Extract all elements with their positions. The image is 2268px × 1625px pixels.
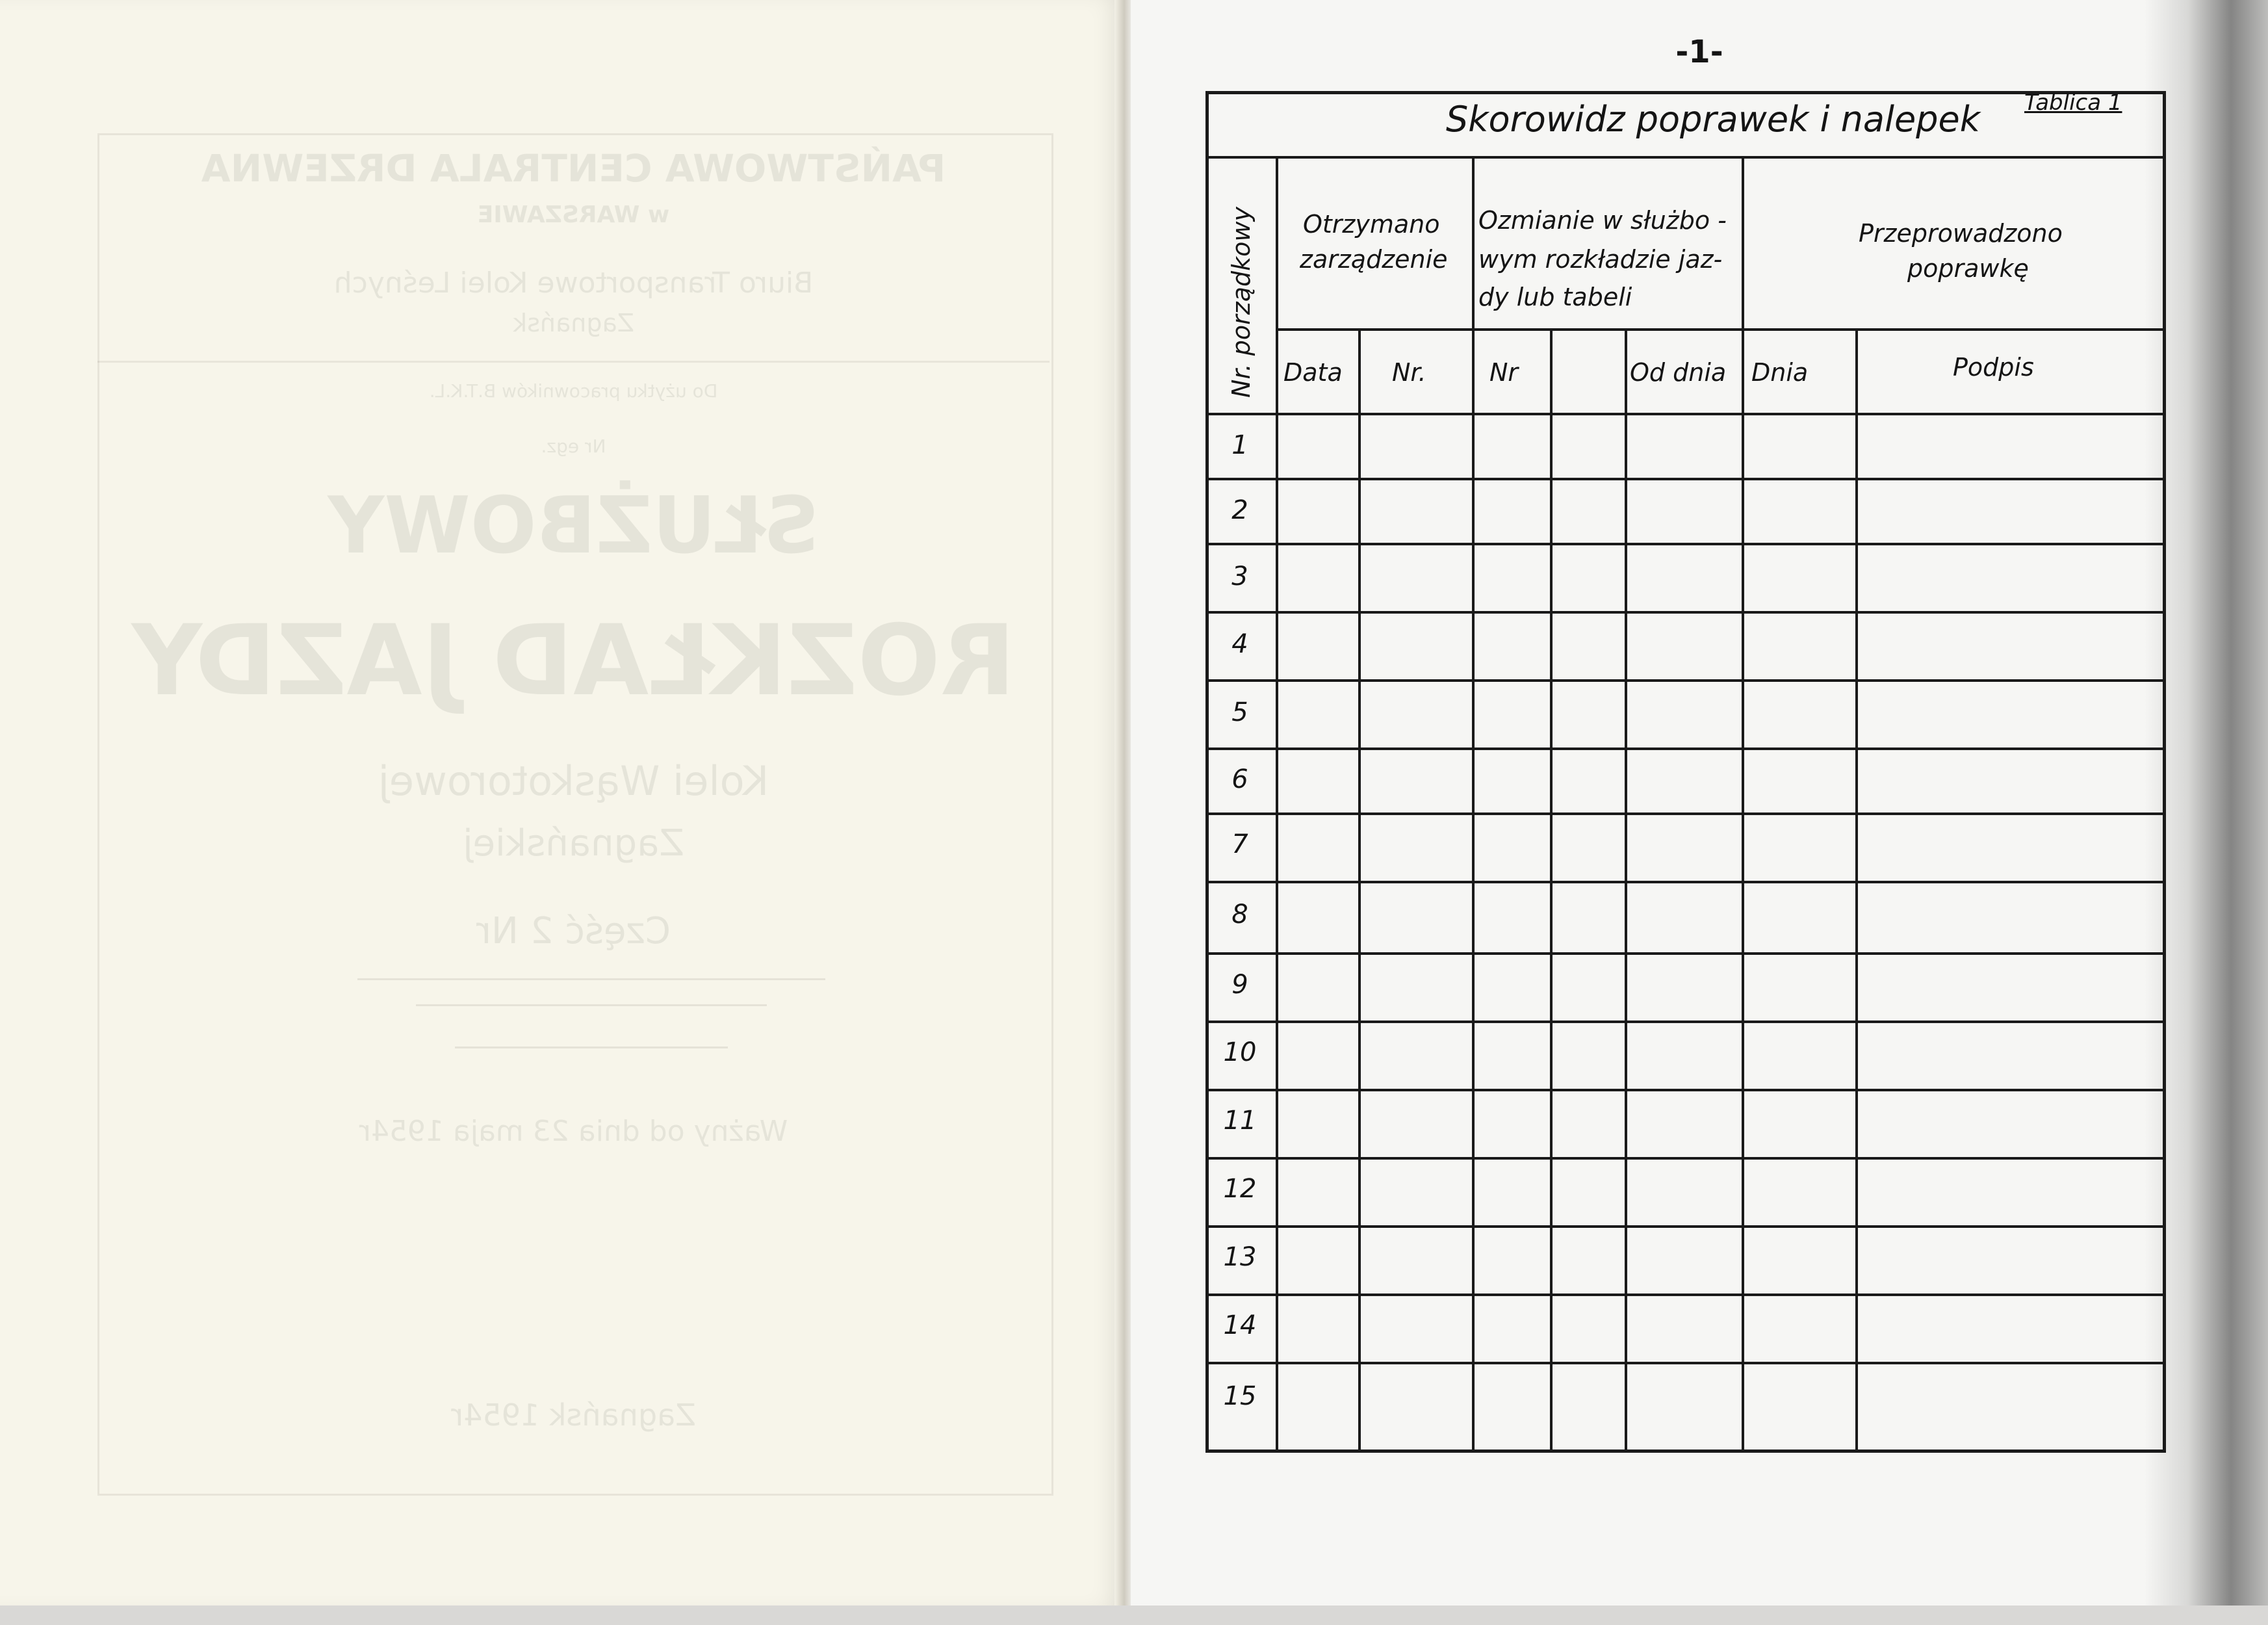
- table-title: Skorowidz poprawek i nalepek: [1446, 99, 1980, 140]
- row-number: 3: [1231, 562, 1248, 592]
- bleed-through-frame: [97, 133, 1053, 1496]
- bleed-underline: [357, 978, 825, 980]
- grid-line: [1205, 611, 2166, 614]
- header-nr-2: Nr: [1489, 358, 1519, 387]
- row-number: 10: [1223, 1037, 1257, 1067]
- grid-line: [1205, 1294, 2166, 1296]
- grid-line: [1277, 328, 2166, 331]
- bleed-line-4: Zagnańsk: [513, 309, 634, 337]
- bleed-line-8: ROZKŁAD JAZDY: [131, 604, 1016, 718]
- grid-line: [1205, 679, 2166, 682]
- grid-line: [1205, 1157, 2166, 1160]
- row-number: 15: [1223, 1381, 1257, 1411]
- header-change-l1: Ozmianie w służbo -: [1478, 206, 1727, 235]
- grid-line: [1472, 156, 1475, 1453]
- scan-bottom-edge: [0, 1606, 2268, 1625]
- grid-line: [1205, 1362, 2166, 1364]
- bleed-line-3: Biuro Transportowe Kolei Leśnych: [333, 266, 814, 300]
- corrections-table: [1205, 91, 2166, 1453]
- table-label: Tablica 1: [2024, 90, 2122, 116]
- grid-line: [1205, 1020, 2166, 1023]
- grid-line: [1742, 156, 1744, 1453]
- row-number: 7: [1231, 829, 1248, 859]
- grid-line: [1358, 328, 1361, 1453]
- header-done-l2: poprawkę: [1907, 254, 2029, 283]
- bleed-line-6: Nr egz.: [541, 436, 606, 457]
- header-nr-1: Nr.: [1392, 358, 1426, 387]
- header-lp: Nr. porządkowy: [1227, 207, 1256, 398]
- bleed-underline: [416, 1004, 767, 1006]
- header-od-dnia: Od dnia: [1630, 358, 1727, 387]
- row-number: 8: [1231, 900, 1248, 930]
- bleed-line-11: Część 2 Nr: [476, 910, 671, 952]
- row-number: 9: [1231, 970, 1248, 1000]
- bleed-line-9: Kolei Wąskotorowej: [378, 757, 769, 805]
- header-podpis: Podpis: [1953, 353, 2034, 382]
- bleed-through-rule: [97, 361, 1050, 363]
- left-page: [0, 0, 1123, 1606]
- grid-line: [1205, 812, 2166, 815]
- page-number: -1-: [1675, 34, 1723, 70]
- row-number: 12: [1223, 1174, 1257, 1204]
- grid-line: [1205, 156, 2166, 159]
- grid-line: [1276, 156, 1278, 1453]
- grid-line: [1205, 881, 2166, 883]
- row-number: 14: [1223, 1310, 1257, 1340]
- header-done-l1: Przeprowadzono: [1859, 219, 2063, 248]
- row-number: 5: [1231, 697, 1248, 727]
- header-received-l2: zarządzenie: [1300, 245, 1448, 274]
- bleed-line-2: w WARSZAWIE: [477, 202, 670, 228]
- grid-line: [1205, 748, 2166, 750]
- grid-line: [1205, 952, 2166, 955]
- bleed-line-7: SŁUŻBOWY: [328, 481, 819, 571]
- grid-line: [1855, 328, 1858, 1453]
- bleed-line-1: PAŃSTWOWA CENTRALA DRZEWNA: [201, 146, 946, 190]
- header-received-l1: Otrzymano: [1303, 210, 1440, 239]
- header-data: Data: [1283, 358, 1343, 387]
- row-number: 4: [1231, 629, 1248, 659]
- header-dnia: Dnia: [1751, 358, 1809, 387]
- row-number: 11: [1223, 1106, 1257, 1136]
- bleed-line-13: Zagnańsk 1954r: [451, 1398, 696, 1433]
- header-change-l3: dy lub tabeli: [1478, 283, 1632, 311]
- bleed-underline: [455, 1046, 728, 1048]
- row-number: 1: [1231, 430, 1248, 460]
- grid-line: [1550, 328, 1553, 1453]
- grid-line: [1205, 543, 2166, 545]
- row-number: 13: [1223, 1242, 1257, 1272]
- bleed-line-12: Ważny od dnia 23 maja 1954r: [359, 1115, 788, 1148]
- row-number: 2: [1231, 495, 1248, 525]
- bleed-line-10: Zagnańskiej: [463, 822, 684, 864]
- row-number: 6: [1231, 764, 1248, 794]
- grid-line: [1205, 478, 2166, 480]
- grid-line: [1205, 413, 2166, 415]
- grid-line: [1205, 1089, 2166, 1091]
- header-change-l2: wym rozkładzie jaz-: [1478, 245, 1723, 274]
- grid-line: [1625, 328, 1627, 1453]
- bleed-line-5: Do użytku pracowników B.T.K.L.: [429, 380, 718, 402]
- grid-line: [1205, 1225, 2166, 1228]
